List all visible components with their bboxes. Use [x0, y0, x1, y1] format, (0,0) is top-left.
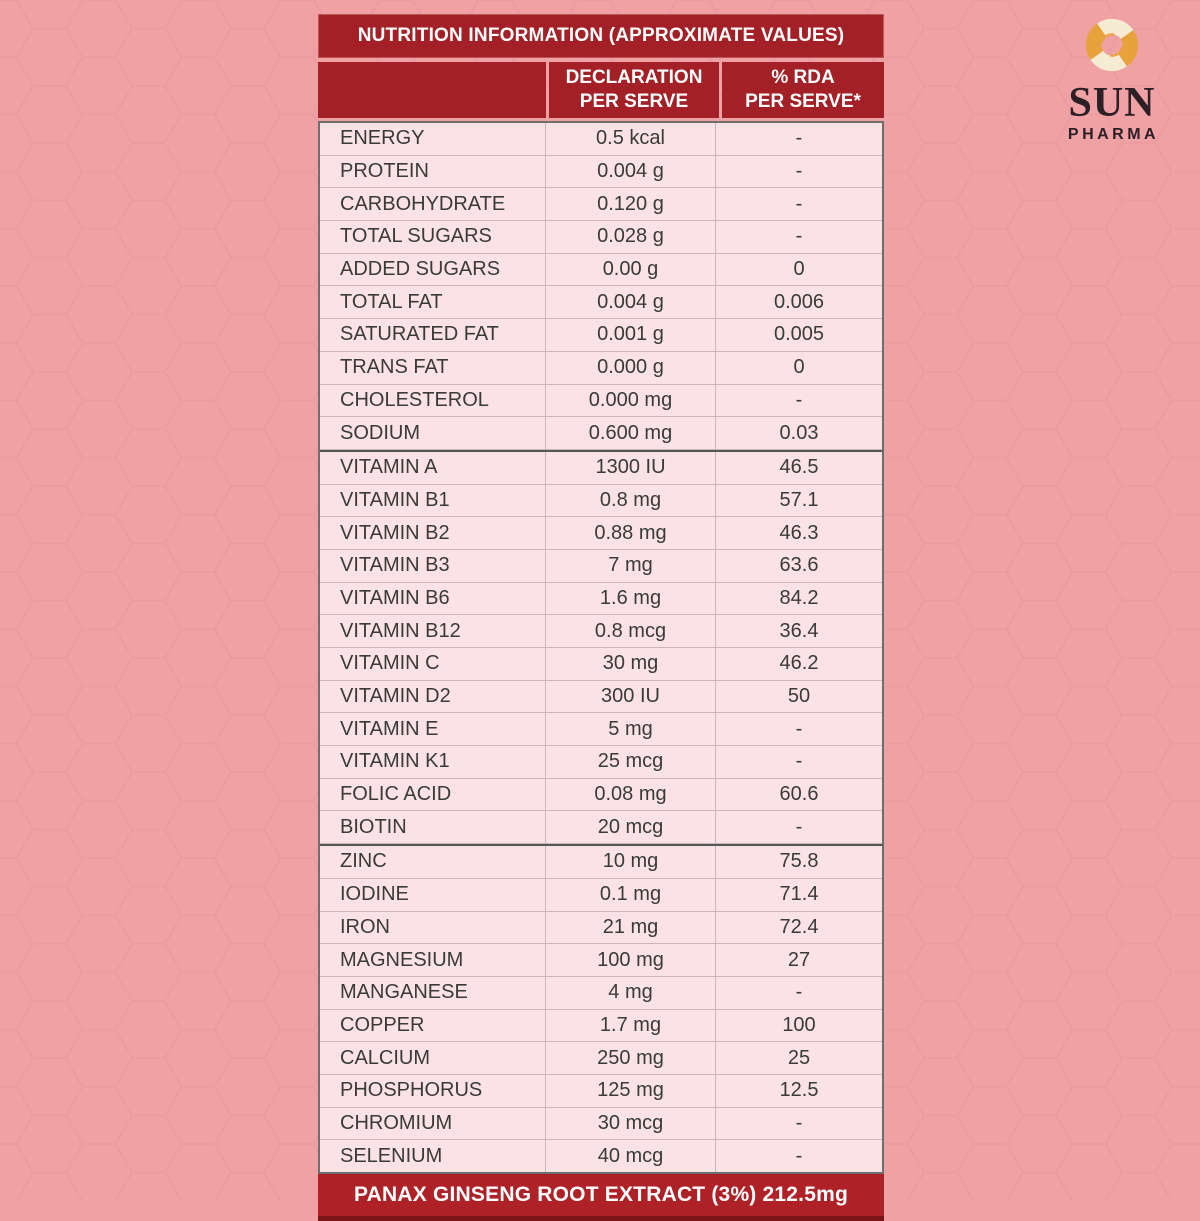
nutrient-name: VITAMIN K1: [320, 746, 546, 778]
rda-value: 75.8: [779, 850, 819, 873]
rda-value: 0: [793, 356, 805, 379]
column-header-rda: [722, 62, 884, 118]
table-row: [320, 156, 882, 189]
column-header-row: [318, 62, 884, 118]
declaration-value: 30 mg: [546, 648, 716, 680]
table-row: [320, 811, 882, 844]
column-header-declaration: [549, 62, 719, 118]
column-header-rda-line2: PER SERVE*: [745, 91, 861, 112]
nutrient-name: TRANS FAT: [320, 352, 546, 384]
declaration-value: 125 mg: [546, 1075, 716, 1107]
nutrition-table-body: [318, 121, 884, 1174]
nutrient-name: ZINC: [320, 846, 546, 878]
rda-value: 0.03: [779, 421, 819, 444]
table-row: [320, 417, 882, 450]
declaration-value: 0.028 g: [546, 221, 716, 253]
nutrient-name: VITAMIN D2: [320, 681, 546, 713]
table-row: [320, 385, 882, 418]
declaration-value: 0.004 g: [546, 156, 716, 188]
rda-value: -: [795, 981, 803, 1004]
nutrient-name: MAGNESIUM: [320, 944, 546, 976]
table-row: [320, 286, 882, 319]
nutrient-name: VITAMIN B1: [320, 485, 546, 517]
declaration-value: 40 mcg: [546, 1140, 716, 1172]
table-row: [320, 352, 882, 385]
nutrient-name: VITAMIN E: [320, 713, 546, 745]
column-header-nutrient: [318, 62, 546, 118]
rda-value: 0: [793, 258, 805, 281]
table-row: [320, 254, 882, 287]
declaration-value: 1300 IU: [546, 452, 716, 484]
declaration-value: 30 mcg: [546, 1108, 716, 1140]
declaration-value: 1.6 mg: [546, 583, 716, 615]
rda-value: 46.2: [779, 652, 819, 675]
table-row: [320, 485, 882, 518]
declaration-value: 250 mg: [546, 1042, 716, 1074]
table-row: [320, 450, 882, 485]
table-row: [320, 517, 882, 550]
sun-swirl-icon: [1083, 16, 1141, 74]
rda-value: 71.4: [779, 883, 819, 906]
nutrient-name: ENERGY: [320, 123, 546, 155]
table-row: [320, 779, 882, 812]
rda-value: 63.6: [779, 554, 819, 577]
rda-value: -: [795, 192, 803, 215]
rda-value: 60.6: [779, 783, 819, 806]
table-row: [320, 977, 882, 1010]
nutrient-name: FOLIC ACID: [320, 779, 546, 811]
declaration-value: 0.1 mg: [546, 879, 716, 911]
nutrient-name: SODIUM: [320, 417, 546, 449]
table-row: [320, 550, 882, 583]
nutrient-name: PROTEIN: [320, 156, 546, 188]
table-row: [320, 944, 882, 977]
rda-value: 46.3: [779, 521, 819, 544]
rda-value: 25: [787, 1046, 811, 1069]
declaration-value: 0.5 kcal: [546, 123, 716, 155]
table-row: [320, 1010, 882, 1043]
table-row: [320, 188, 882, 221]
panax-ginseng-banner: PANAX GINSENG ROOT EXTRACT (3%) 212.5mg: [318, 1174, 884, 1221]
nutrient-name: VITAMIN B12: [320, 615, 546, 647]
rda-value: -: [795, 1144, 803, 1167]
declaration-value: 300 IU: [546, 681, 716, 713]
table-row: [320, 746, 882, 779]
table-row: [320, 648, 882, 681]
declaration-value: 4 mg: [546, 977, 716, 1009]
declaration-value: 5 mg: [546, 713, 716, 745]
sun-wordmark: SUN: [1068, 80, 1156, 126]
table-row: [320, 615, 882, 648]
rda-value: 0.005: [773, 323, 825, 346]
nutrient-name: PHOSPHORUS: [320, 1075, 546, 1107]
sun-pharma-logo: [1052, 14, 1172, 144]
declaration-value: 0.8 mcg: [546, 615, 716, 647]
rda-value: 50: [787, 685, 811, 708]
nutrient-name: TOTAL SUGARS: [320, 221, 546, 253]
declaration-value: 0.000 mg: [546, 385, 716, 417]
rda-value: -: [795, 388, 803, 411]
table-row: [320, 713, 882, 746]
declaration-value: 100 mg: [546, 944, 716, 976]
table-row: [320, 123, 882, 156]
table-row: [320, 879, 882, 912]
nutrient-name: CALCIUM: [320, 1042, 546, 1074]
column-header-rda-line1: % RDA: [771, 67, 835, 89]
rda-value: -: [795, 750, 803, 773]
nutrient-name: IODINE: [320, 879, 546, 911]
declaration-value: 21 mg: [546, 912, 716, 944]
nutrient-name: TOTAL FAT: [320, 286, 546, 318]
rda-value: 12.5: [779, 1079, 819, 1102]
column-header-declaration-line1: DECLARATION: [565, 67, 703, 89]
table-row: [320, 1075, 882, 1108]
declaration-value: 0.00 g: [546, 254, 716, 286]
declaration-value: 0.600 mg: [546, 417, 716, 449]
rda-value: 72.4: [779, 915, 819, 938]
declaration-value: 0.120 g: [546, 188, 716, 220]
nutrient-name: BIOTIN: [320, 811, 546, 843]
table-row: [320, 221, 882, 254]
nutrient-name: COPPER: [320, 1010, 546, 1042]
rda-value: 0.006: [773, 290, 825, 313]
pharma-wordmark: PHARMA: [1067, 126, 1160, 143]
table-row: [320, 1140, 882, 1172]
table-row: [320, 319, 882, 352]
table-row: [320, 1108, 882, 1141]
declaration-value: 0.000 g: [546, 352, 716, 384]
declaration-value: 0.004 g: [546, 286, 716, 318]
declaration-value: 0.001 g: [546, 319, 716, 351]
nutrition-title: NUTRITION INFORMATION (APPROXIMATE VALUES): [318, 14, 884, 58]
nutrition-label: [318, 14, 884, 1221]
rda-value: 46.5: [779, 456, 819, 479]
declaration-value: 0.08 mg: [546, 779, 716, 811]
column-header-declaration-line2: PER SERVE: [579, 91, 689, 112]
nutrient-name: MANGANESE: [320, 977, 546, 1009]
nutrient-name: VITAMIN B2: [320, 517, 546, 549]
table-row: [320, 1042, 882, 1075]
nutrient-name: VITAMIN A: [320, 452, 546, 484]
nutrient-name: IRON: [320, 912, 546, 944]
table-row: [320, 681, 882, 714]
rda-value: 100: [782, 1013, 816, 1036]
nutrient-name: ADDED SUGARS: [320, 254, 546, 286]
nutrient-name: VITAMIN B3: [320, 550, 546, 582]
table-row: [320, 583, 882, 616]
table-row: [320, 844, 882, 879]
rda-value: 57.1: [779, 488, 819, 511]
rda-value: 84.2: [779, 586, 819, 609]
rda-value: -: [795, 815, 803, 838]
rda-value: -: [795, 127, 803, 150]
nutrient-name: VITAMIN C: [320, 648, 546, 680]
declaration-value: 0.88 mg: [546, 517, 716, 549]
table-row: [320, 912, 882, 945]
rda-value: 27: [787, 948, 811, 971]
nutrient-name: VITAMIN B6: [320, 583, 546, 615]
rda-value: -: [795, 717, 803, 740]
nutrient-name: CHOLESTEROL: [320, 385, 546, 417]
rda-value: 36.4: [779, 619, 819, 642]
rda-value: -: [795, 1111, 803, 1134]
rda-value: -: [795, 160, 803, 183]
declaration-value: 1.7 mg: [546, 1010, 716, 1042]
declaration-value: 7 mg: [546, 550, 716, 582]
nutrient-name: SELENIUM: [320, 1140, 546, 1172]
nutrient-name: CARBOHYDRATE: [320, 188, 546, 220]
nutrient-name: CHROMIUM: [320, 1108, 546, 1140]
declaration-value: 10 mg: [546, 846, 716, 878]
declaration-value: 0.8 mg: [546, 485, 716, 517]
rda-value: -: [795, 225, 803, 248]
declaration-value: 20 mcg: [546, 811, 716, 843]
nutrient-name: SATURATED FAT: [320, 319, 546, 351]
declaration-value: 25 mcg: [546, 746, 716, 778]
